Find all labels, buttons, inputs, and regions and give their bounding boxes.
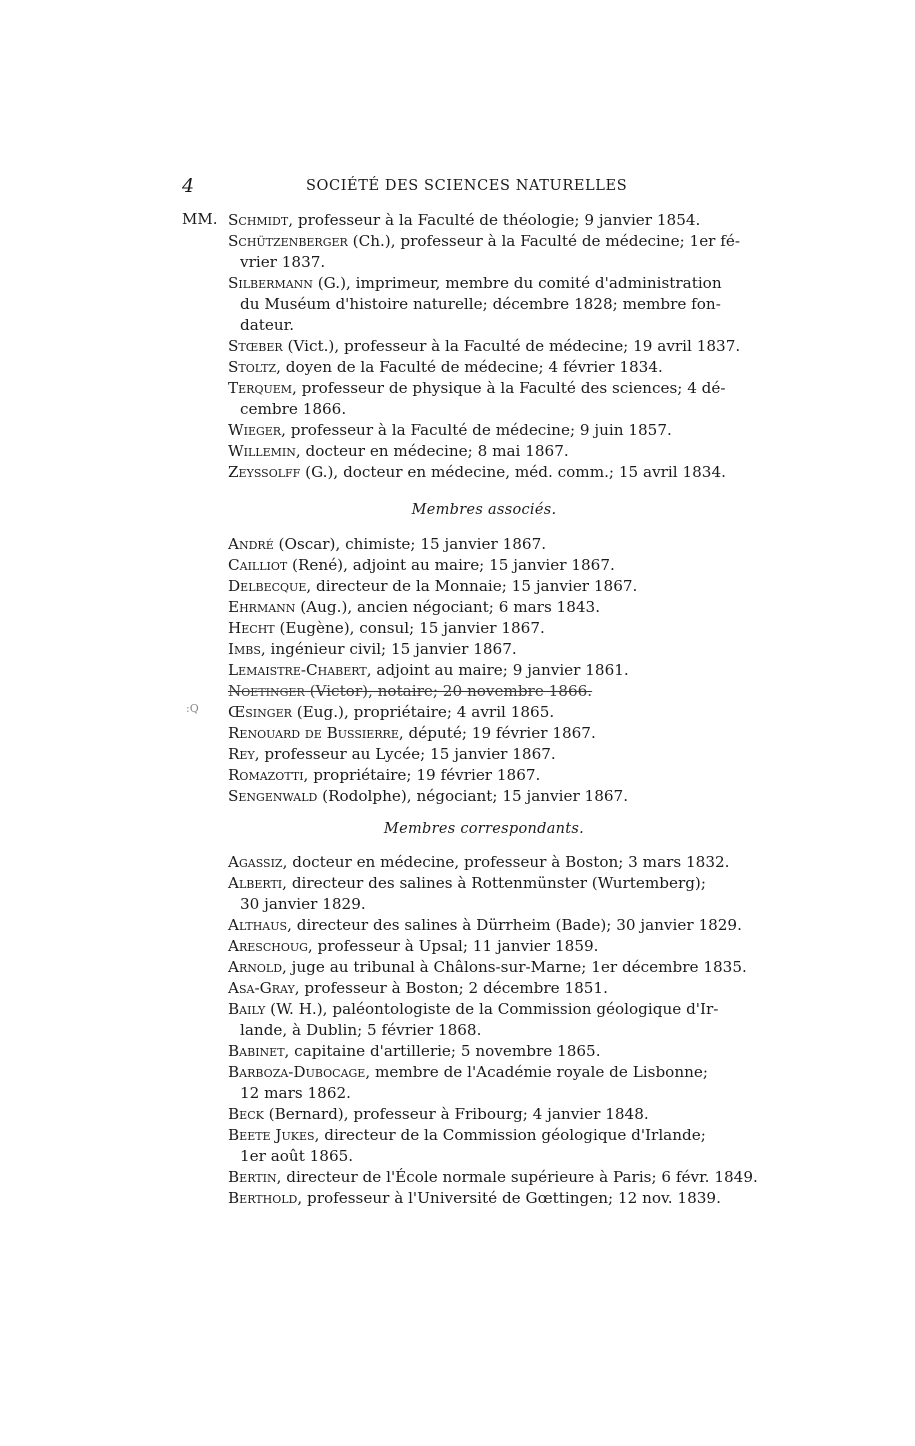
member-details-continued: vrier 1837. — [240, 253, 326, 271]
members_continued-entry — [228, 441, 752, 462]
correspondents-entry — [228, 852, 752, 873]
correspondents-entry — [228, 999, 752, 1041]
member-details: , doyen de la Faculté de médecine; 4 février 1834. — [276, 358, 663, 376]
member-name: Willemin — [228, 442, 296, 460]
member-name: Berthold — [228, 1189, 298, 1207]
running-title: SOCIÉTÉ DES SCIENCES NATURELLES — [306, 178, 628, 194]
member-details: , directeur de l'École normale supérieure à Paris; 6 févr. 1849. — [276, 1168, 758, 1186]
member-details-continued: 12 mars 1862. — [240, 1084, 351, 1102]
member-details: (Rodolphe), négociant; 15 janvier 1867. — [317, 787, 629, 805]
member-details: (G.), docteur en médecine, méd. comm.; 15 avril 1834. — [300, 463, 726, 481]
member-name: Wieger — [228, 421, 282, 439]
member-details: , professeur de physique à la Faculté des sciences; 4 dé- — [292, 379, 726, 397]
member-details: (G.), imprimeur, membre du comité d'administration — [312, 274, 722, 292]
correspondents-entry — [228, 957, 752, 978]
member-details-continued: 30 janvier 1829. — [240, 895, 366, 913]
members_continued-entry — [228, 273, 752, 336]
associates-entry — [228, 618, 752, 639]
member-name: Stœber — [228, 337, 283, 355]
correspondents-entry — [228, 1062, 752, 1104]
member-name: Lemaistre-Chabert — [228, 661, 367, 679]
associates-entry — [228, 765, 752, 786]
member-details: (Aug.), ancien négociant; 6 mars 1843. — [295, 598, 601, 616]
member-details: , membre de l'Académie royale de Lisbonne; — [365, 1063, 708, 1081]
member-details: (Vict.), professeur à la Faculté de médecine; 19 avril 1837. — [282, 337, 741, 355]
member-details: (Eugène), consul; 15 janvier 1867. — [274, 619, 545, 637]
member-details: , directeur des salines à Rottenmünster (Wurtemberg); — [282, 874, 706, 892]
associates-entry — [228, 660, 752, 681]
member-name: Arnold — [228, 958, 283, 976]
member-name: Hecht — [228, 619, 275, 637]
member-name: Rey — [228, 745, 255, 763]
members_continued-entry — [228, 378, 752, 420]
member-details: (W. H.), paléontologiste de la Commission géologique d'Ir- — [265, 1000, 719, 1018]
member-details: (Victor), notaire; 20 novembre 1866. — [304, 682, 593, 700]
member-name: Noetinger — [228, 682, 305, 700]
member-details-continued: cembre 1866. — [240, 400, 347, 418]
member-details-continued: lande, à Dublin; 5 février 1868. — [240, 1021, 482, 1039]
member-details: (Ch.), professeur à la Faculté de médecine; 1er fé- — [347, 232, 741, 250]
correspondents-entry — [228, 915, 752, 936]
members_continued-entry — [228, 336, 752, 357]
member-details: , professeur à Upsal; 11 janvier 1859. — [307, 937, 599, 955]
page-number: 4 — [182, 175, 195, 197]
associates-entry — [228, 681, 752, 702]
member-details: , directeur des salines à Dürrheim (Bade); 30 janvier 1829. — [287, 916, 742, 934]
member-details: , capitaine d'artillerie; 5 novembre 1865. — [284, 1042, 601, 1060]
member-name: Renouard de Bussierre — [228, 724, 399, 742]
member-name: Alberti — [228, 874, 283, 892]
member-name: Ehrmann — [228, 598, 296, 616]
member-name: Beck — [228, 1105, 264, 1123]
member-details: , ingénieur civil; 15 janvier 1867. — [260, 640, 517, 658]
member-name: Areschoug — [228, 937, 308, 955]
member-details: (Eug.), propriétaire; 4 avril 1865. — [291, 703, 555, 721]
member-name: Sengenwald — [228, 787, 318, 805]
member-name: Asa-Gray — [228, 979, 295, 997]
associates-entry — [228, 786, 752, 807]
member-details: (Bernard), professeur à Fribourg; 4 janvier 1848. — [263, 1105, 649, 1123]
member-details: , professeur à la Faculté de médecine; 9 juin 1857. — [281, 421, 672, 439]
correspondents-entry — [228, 1104, 752, 1125]
page-header — [182, 175, 628, 203]
member-name: Œsinger — [228, 703, 292, 721]
associates-entry — [228, 702, 752, 723]
members_continued-entry — [228, 210, 752, 231]
associates-heading: Membres associés. — [411, 502, 557, 518]
correspondents-entry — [228, 936, 752, 957]
member-name: Romazotti — [228, 766, 304, 784]
correspondents-entry — [228, 1188, 752, 1209]
correspondents-entry — [228, 978, 752, 999]
member-name: Agassiz — [228, 853, 283, 871]
member-name: Althaus — [228, 916, 288, 934]
mm-label: MM. — [182, 210, 218, 228]
member-details: , directeur de la Monnaie; 15 janvier 1867. — [306, 577, 638, 595]
member-name: Bertin — [228, 1168, 277, 1186]
member-details-continued: dateur. — [240, 316, 295, 334]
member-name: Schützenberger — [228, 232, 348, 250]
member-name: Cailliot — [228, 556, 288, 574]
member-name: Delbecque — [228, 577, 307, 595]
member-details: (Oscar), chimiste; 15 janvier 1867. — [273, 535, 547, 553]
member-details: , juge au tribunal à Châlons-sur-Marne; 1er décembre 1835. — [282, 958, 747, 976]
correspondents-entry — [228, 1167, 758, 1188]
member-details: , adjoint au maire; 9 janvier 1861. — [366, 661, 629, 679]
member-name: Stoltz — [228, 358, 277, 376]
associates-entry — [228, 576, 752, 597]
members_continued-entry — [228, 357, 752, 378]
member-name: Silbermann — [228, 274, 313, 292]
member-name: André — [228, 535, 274, 553]
member-details: , professeur à la Faculté de théologie; 9 janvier 1854. — [288, 211, 701, 229]
associates-entry — [228, 534, 752, 555]
member-name: Schmidt — [228, 211, 289, 229]
associates-entry — [228, 744, 752, 765]
correspondents-entry — [228, 1125, 752, 1167]
member-name: Terquem — [228, 379, 293, 397]
member-name: Zeyssolff — [228, 463, 301, 481]
member-details: , propriétaire; 19 février 1867. — [303, 766, 541, 784]
associates-entry — [228, 555, 752, 576]
correspondents-heading: Membres correspondants. — [383, 821, 585, 837]
member-details: , professeur à l'Université de Gœttingen; 12 nov. 1839. — [297, 1189, 721, 1207]
correspondents-entry — [228, 1041, 752, 1062]
associates-entry — [228, 597, 752, 618]
member-name: Barboza-Dubocage — [228, 1063, 366, 1081]
member-details-continued: 1er août 1865. — [240, 1147, 354, 1165]
members_continued-entry — [228, 231, 752, 273]
member-details-continued: du Muséum d'histoire naturelle; décembre 1828; membre fon- — [240, 295, 721, 313]
associates-entry — [228, 639, 752, 660]
member-name: Baily — [228, 1000, 266, 1018]
member-details: , député; 19 février 1867. — [398, 724, 596, 742]
member-details: (René), adjoint au maire; 15 janvier 1867. — [287, 556, 615, 574]
members_continued-entry — [228, 420, 752, 441]
associates-entry — [228, 723, 752, 744]
member-name: Imbs — [228, 640, 261, 658]
member-details: , docteur en médecine; 8 mai 1867. — [295, 442, 569, 460]
members_continued-entry — [228, 462, 752, 483]
member-details: , professeur au Lycée; 15 janvier 1867. — [254, 745, 556, 763]
member-details: , directeur de la Commission géologique d'Irlande; — [314, 1126, 706, 1144]
member-name: Beete Jukes — [228, 1126, 315, 1144]
correspondents-entry — [228, 873, 752, 915]
member-name: Babinet — [228, 1042, 285, 1060]
member-details: , professeur à Boston; 2 décembre 1851. — [294, 979, 608, 997]
margin-mark: :Q — [186, 702, 199, 715]
member-details: , docteur en médecine, professeur à Boston; 3 mars 1832. — [282, 853, 730, 871]
